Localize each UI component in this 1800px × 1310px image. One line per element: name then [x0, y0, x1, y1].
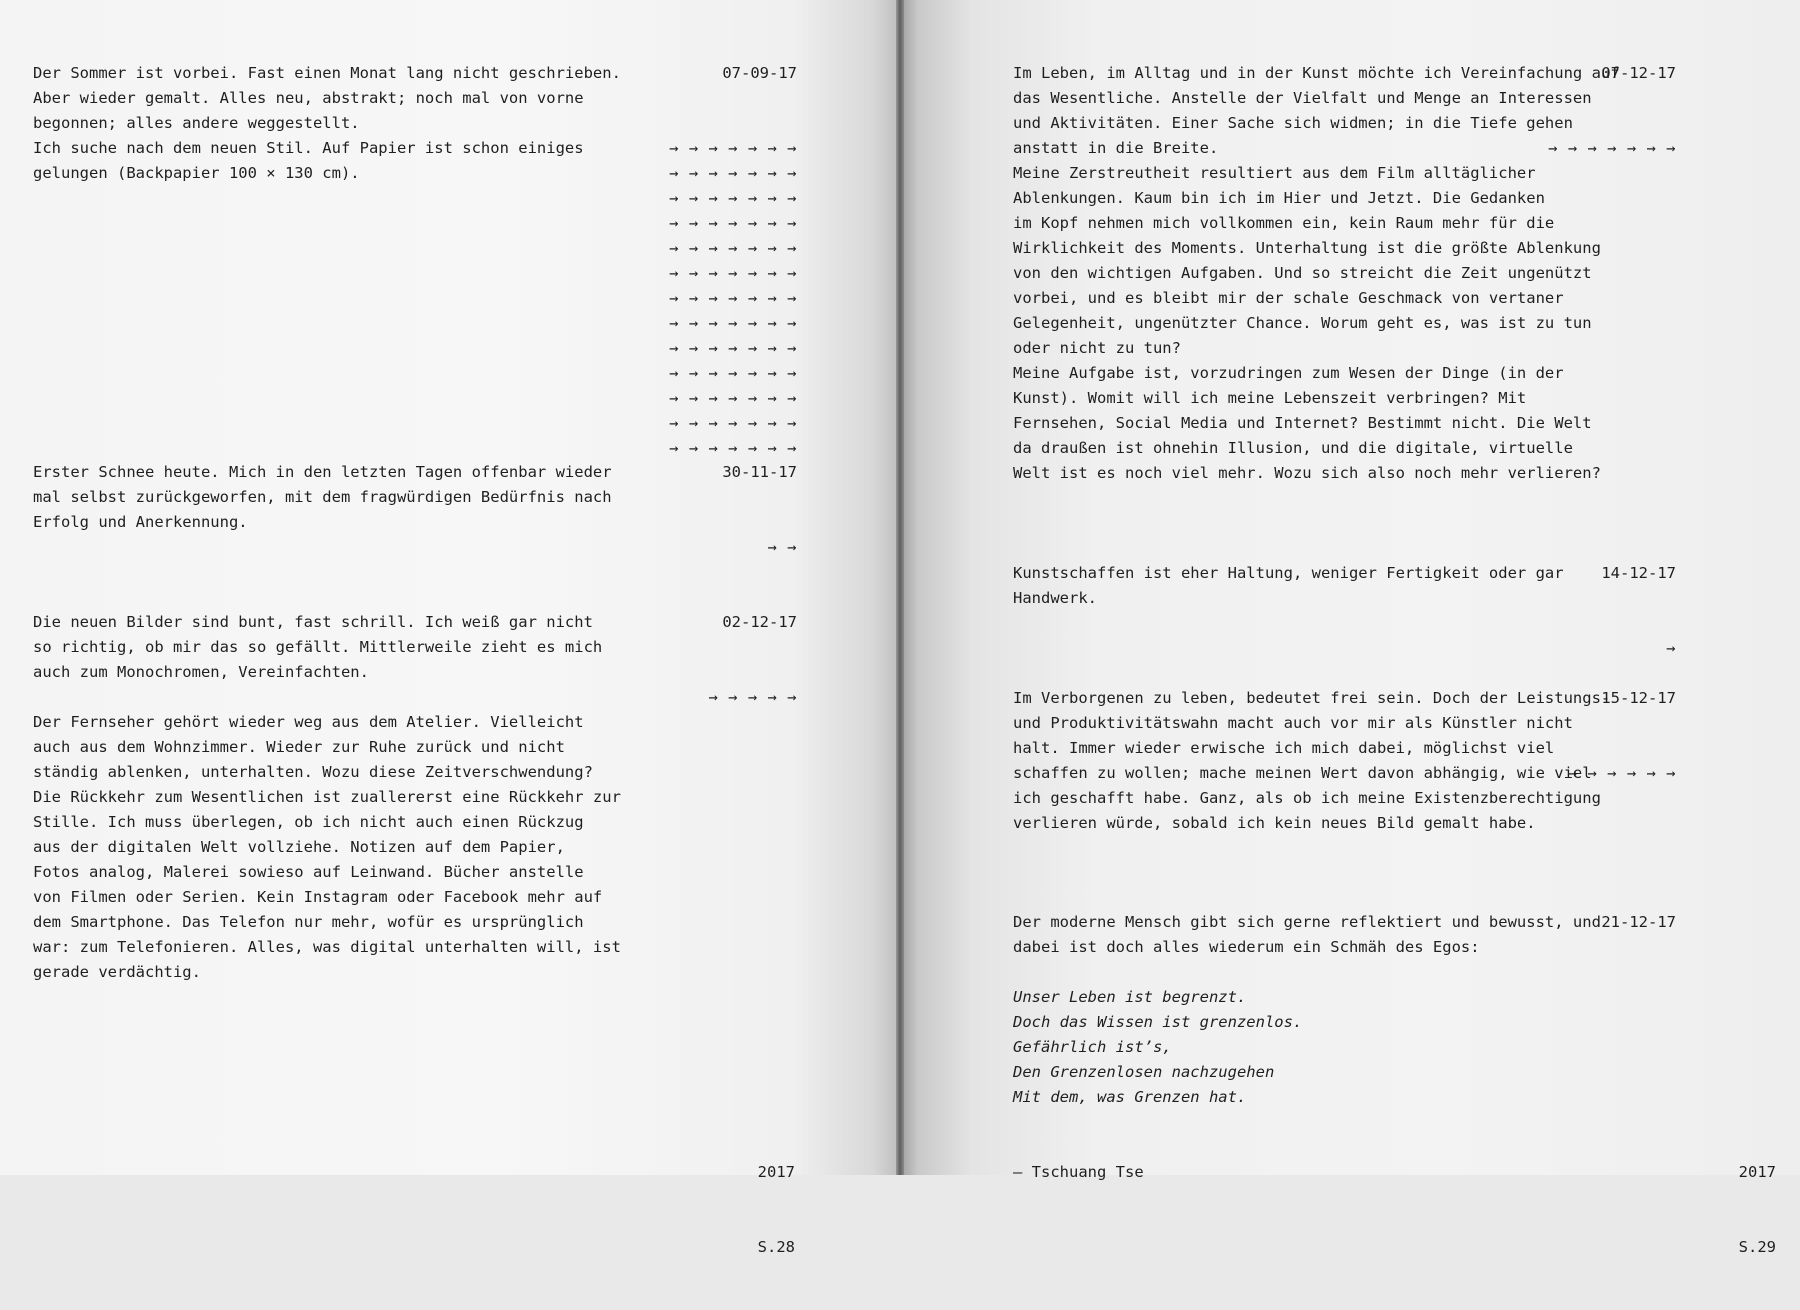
- arrow-marks: → → → → → → → → → → → → → → → → → → → → → → → → → → → → → → → → → → → → → → → → → → → → → → → → → → → → → → → → → → → → → → → → → → → → → → → → → → → → → → → → → → → → → → → → → → →: [669, 139, 797, 457]
- diary-entry: [33, 11, 797, 457]
- entry-date: 30-11-17: [722, 463, 797, 481]
- right-page: [900, 0, 1800, 1256]
- quote-author: – Tschuang Tse: [1013, 1163, 1144, 1181]
- entry-text: Der moderne Mensch gibt sich gerne reflektiert und bewusst, und dabei ist doch alles wiederum ein Schmäh des Egos:: [1013, 913, 1601, 956]
- entry-text: Im Leben, im Alltag und in der Kunst möchte ich Vereinfachung auf das Wesentliche. Anstelle der Vielfalt und Menge an Interessen und Aktivitäten. Einer Sache sich widmen; in die Tiefe gehen anstatt in die Breite. Meine Zerstreutheit resultiert aus dem Film alltäglicher Ablenkungen. Kaum bin ich im Hier und Jetzt. Die Gedanken im Kopf nehmen mich vollkommen ein, kein Raum mehr für die Wirklichkeit des Moments. Unterhaltung ist die größte Ablenkung von den wichtigen Aufgaben. Und so streicht die Zeit ungenützt vorbei, und es bleibt mir der schale Geschmack von vertaner Gelegenheit, ungenützter Chance. Worum geht es, was ist zu tun oder nicht zu tun? Meine Aufgabe ist, vorzudringen zum Wesen der Dinge (in der Kunst). Womit will ich meine Lebenszeit verbringen? Mit Fernsehen, Social Media und Internet? Bestimmt nicht. Die Welt da draußen ist ohnehin Illusion, und die digitale, virtuelle Welt ist es noch viel mehr. Wozu sich also noch mehr verlieren?: [1013, 64, 1620, 482]
- page-folio: [739, 1110, 795, 1310]
- entry-date: 07-12-17: [1601, 64, 1676, 82]
- entry-text: Die neuen Bilder sind bunt, fast schrill. Ich weiß gar nicht so richtig, ob mir das so gefällt. Mittlerweile zieht es mich auch zum Monochromen, Vereinfachten.: [33, 613, 603, 681]
- arrow-marks: → →: [767, 538, 797, 556]
- diary-entry: [1013, 11, 1676, 561]
- quote-text: Unser Leben ist begrenzt. Doch das Wissen ist grenzenlos. Gefährlich ist’s, Den Grenzenlosen nachzugehen Mit dem, was Grenzen hat.: [1013, 988, 1303, 1106]
- entry-meta: [1548, 11, 1676, 211]
- entry-text: Im Verborgenen zu leben, bedeutet frei sein. Doch der Leistungs- und Produktivitätswahn macht auch vor mir als Künstler nicht halt. Immer wieder erwische ich mich dabei, möglichst viel schaffen zu wollen; mache meinen Wert davon abhängig, wie viel ich geschafft habe. Ganz, als ob ich meine Existenzberechtigung verlieren würde, sobald ich kein neues Bild gemalt habe.: [1013, 689, 1611, 832]
- entry-date: 07-09-17: [722, 64, 797, 82]
- arrow-marks: → → → → → → →: [1548, 139, 1676, 157]
- arrow-marks: → → → → →: [708, 688, 797, 706]
- folio-year: 2017: [757, 1163, 795, 1181]
- diary-entry-continuation: [33, 660, 797, 1035]
- entry-text: Der Sommer ist vorbei. Fast einen Monat lang nicht geschrieben. Aber wieder gemalt. Alles neu, abstrakt; noch mal von vorne begonnen; alles andere weggestellt. Ich suche nach dem neuen Stil. Auf Papier ist schon einiges gelungen (Backpapier 100 × 130 cm).: [33, 64, 621, 182]
- arrow-marks: → → → → → →: [1567, 764, 1676, 782]
- page-number: S.28: [757, 1238, 795, 1256]
- entry-text: Erster Schnee heute. Mich in den letzten Tagen offenbar wieder mal selbst zurückgeworfen, mit dem fragwürdigen Bedürfnis nach Erfolg und Anerkennung.: [33, 463, 612, 531]
- left-page: [0, 0, 900, 1256]
- arrow-marks: →: [1666, 639, 1676, 657]
- entry-date: 15-12-17: [1601, 689, 1676, 707]
- entry-date: 21-12-17: [1601, 913, 1676, 931]
- folio-year: 2017: [1738, 1163, 1776, 1181]
- entry-date: 14-12-17: [1601, 564, 1676, 582]
- entry-text: Der Fernseher gehört wieder weg aus dem Atelier. Vielleicht auch aus dem Wohnzimmer. Wieder zur Ruhe zurück und nicht ständig ablenken, unterhalten. Wozu diese Zeitverschwendung? Die Rückkehr zum Wesentlichen ist zuallererst eine Rückkehr zur Stille. Ich muss überlegen, ob ich nicht auch einen Rückzug aus der digitalen Welt vollziehe. Notizen auf dem Papier, Fotos analog, Malerei sowieso auf Leinwand. Bücher anstelle von Filmen oder Serien. Kein Instagram oder Facebook mehr auf dem Smartphone. Das Telefon nur mehr, wofür es ursprünglich war: zum Telefonieren. Alles, was digital unterhalten will, ist gerade verdächtig.: [33, 713, 621, 981]
- quote-block: [1013, 935, 1676, 1235]
- book-gutter: [896, 0, 904, 1175]
- entry-text: Kunstschaffen ist eher Haltung, weniger Fertigkeit oder gar Handwerk.: [1013, 564, 1564, 607]
- page-folio: [1720, 1110, 1776, 1310]
- entry-date: 02-12-17: [722, 613, 797, 631]
- page-number: S.29: [1738, 1238, 1776, 1256]
- entry-meta: [1568, 636, 1676, 836]
